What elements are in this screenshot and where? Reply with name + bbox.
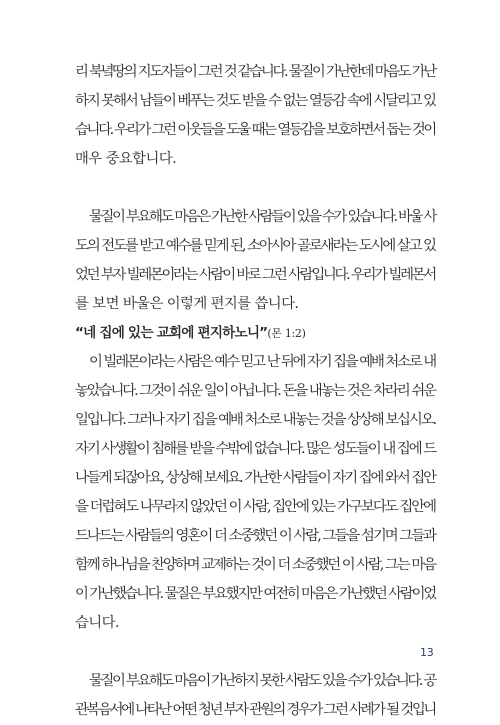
text-line: 관복음서에 나타난 어떤 청년 부자 관원의 경우가 그런 사례가 될 것입니: [75, 702, 435, 718]
quote-reference: (몬 1:2): [267, 327, 306, 340]
text-line: 일입니다. 그러나 자기 집을 예배 처소로 내놓는 것을 상상해 보십시오.: [75, 412, 435, 428]
page-body: [75, 58, 435, 725]
text-line: 나들게 되잖아요, 상상해 보세요. 가난한 사람들이 자기 집에 와서 집안: [75, 470, 435, 486]
text-line: 를 보면 바울은 이렇게 편지를 씁니다.: [75, 296, 299, 312]
text-line: 놓았습니다. 그것이 쉬운 일이 아닙니다. 돈을 내놓는 것은 차라리 쉬운: [75, 383, 435, 399]
text-line: 리 북녘땅의 지도자들이 그런 것 같습니다. 물질이 가난한데 마음도 가난: [75, 64, 435, 80]
text-line: 이 빌레몬이라는 사람은 예수 믿고 난 뒤에 자기 집을 예배 처소로 내: [89, 354, 435, 370]
paragraph-1: [75, 58, 435, 174]
text-line: 습니다.: [75, 615, 119, 631]
text-line: 물질이 부요해도 마음은 가난한 사람들이 있을 수가 있습니다. 바울 사: [89, 209, 435, 225]
quote-text: “네 집에 있는 교회에 편지하노니”: [75, 325, 268, 341]
page-number: 13: [420, 646, 434, 659]
text-line: 자기 사생활이 침해를 받을 수밖에 없습니다. 많은 성도들이 내 집에 드: [75, 441, 435, 457]
text-line: 을 더럽혀도 나무라지 않았던 이 사람, 집안에 있는 가구보다도 집안에: [75, 499, 435, 515]
scripture-quote: [75, 319, 435, 348]
text-line: 하지 못해서 남들이 베푸는 것도 받을 수 없는 열등감 속에 시달리고 있: [75, 93, 435, 109]
paragraph-gap: [75, 174, 435, 203]
paragraph-4: [75, 667, 435, 725]
text-line: 함께 하나님을 찬양하며 교제하는 것이 더 소중했던 이 사람, 그는 마음: [75, 557, 435, 573]
paragraph-2: [75, 203, 435, 319]
text-line: 이 가난했습니다. 물질은 부요했지만 여전히 마음은 가난했던 사람이었: [75, 586, 435, 602]
text-line: 물질이 부요해도 마음이 가난하지 못한 사람도 있을 수가 있습니다. 공: [89, 673, 435, 689]
text-line: 습니다. 우리가 그런 이웃들을 도울 때는 열등감을 보호하면서 돕는 것이: [75, 122, 435, 138]
paragraph-gap: [75, 638, 435, 667]
text-line: 었던 부자 빌레몬이라는 사람이 바로 그런 사람입니다. 우리가 빌레몬서: [75, 267, 435, 283]
text-line: 드나드는 사람들의 영혼이 더 소중했던 이 사람, 그들을 섬기며 그들과: [75, 528, 435, 544]
text-line: 도의 전도를 받고 예수를 믿게 된, 소아시아 골로새라는 도시에 살고 있: [75, 238, 435, 254]
paragraph-3: [75, 348, 435, 638]
text-line: 매우 중요합니다.: [75, 151, 177, 167]
